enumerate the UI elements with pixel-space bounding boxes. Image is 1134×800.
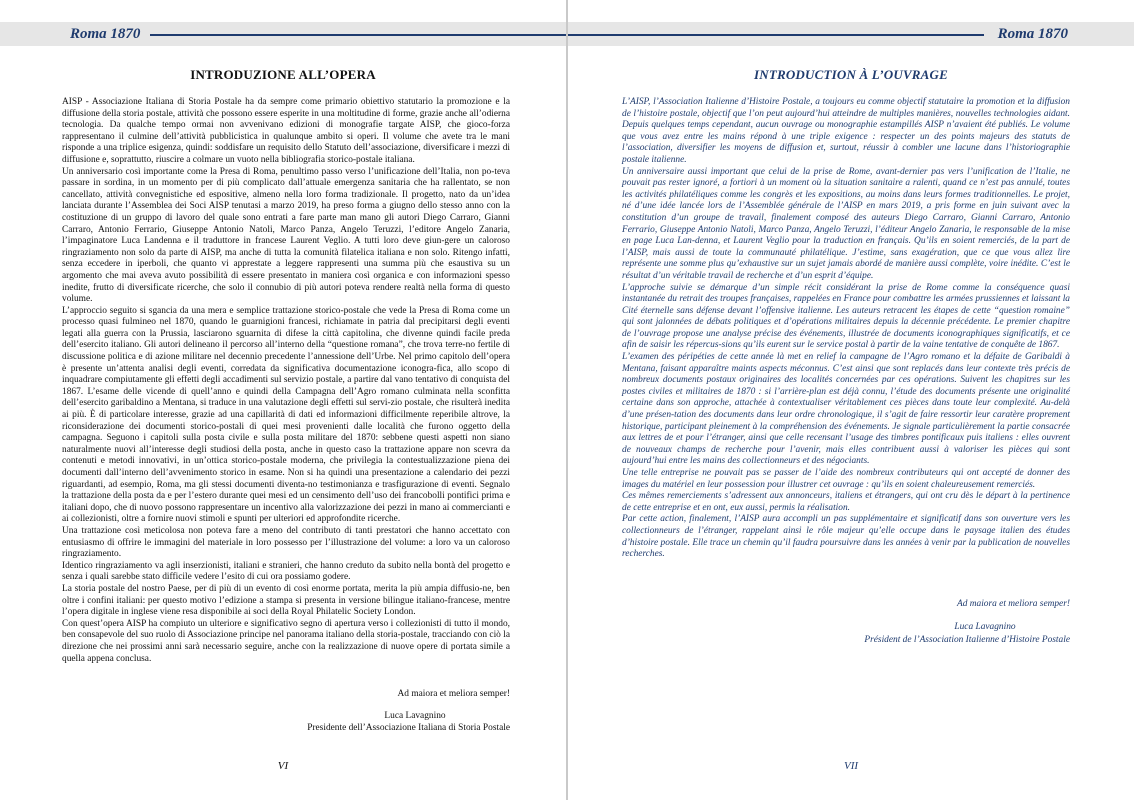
header-rule [150, 34, 566, 36]
paragraph: Une telle entreprise ne pouvait pas se passer de l’aide des nombreux contributeurs qui ont accepté de donner des images du matériel en leur possession pour illustrer cet ouvrage : qu’ils en soient chaleureusement remerciés. [622, 468, 1070, 490]
paragraph: Par cette action, finalement, l’AISP aura accompli un pas supplémentaire et significatif dans son ouverture vers les collectionneurs de l’étranger, rappelant ainsi le rôle majeur qu’elle occupe dans le paysage italien des études d’histoire postale. Elle trace un chemin qu’il faudra poursuivre dans les années à venir par la publication de nouvelles recherches. [622, 514, 1070, 560]
page-number: VII [843, 760, 859, 772]
header-rule [568, 34, 984, 36]
paragraph: Un anniversario così importante come la Presa di Roma, penultimo passo verso l’unificazione dell’Italia, non po-teva passare in sordina, in un momento per di più complicato dall’attuale emergenza sanitaria che ha rallentato, se non cancellato, attività convegnistiche ed espositive, almeno nella loro forma tradizionale. Il progetto, nato da un’idea lanciata durante l’Assemblea dei Soci AISP tenutasi a marzo 2019, ha preso forma a giugno dello stesso anno con la costituzione di un gruppo di lavoro del quale sono entrati a fare parte man mano gli autori Diego Carraro, Gianni Carraro, Antonio Ferrario, Giuseppe Antonio Natoli, Marco Panza, Angelo Teruzzi, l’editore Angelo Zanaria, l’impaginatore Luca Landenna e il traduttore in francese Laurent Veglio. A tutti loro deve giun-gere un caloroso ringraziamento non solo da parte di AISP, ma anche di tutta la comunità filatelica italiana e non solo. Ritengo infatti, senza eccedere in iperboli, che quanto vi apprestate a leggere rappresenti una summa più che esaustiva su un argomento che mai aveva avuto possibilità di essere presentato in maniera così organica e con informazioni spesso inedite, frutto di diversificate ricerche, che solo il connubio di più autori poteva rendere realtà nella forma di questo volume. [62, 166, 510, 305]
closing-motto: Ad maiora et meliora semper! [956, 599, 1070, 609]
paragraph: Con quest’opera AISP ha compiuto un ulteriore e significativo segno di apertura verso i collezionisti di tutto il mondo, ben consapevole del suo ruolo di Associazione principe nel panorama italiano della storia-postale, tracciando con ciò la direzione che nei prossimi anni sarà necessario seguire, anche con la realizzazione di nuove opere di portata simile a quella appena conclusa. [62, 618, 510, 664]
paragraph: Una trattazione così meticolosa non poteva fare a meno del contributo di tanti prestatori che hanno accettato con entusiasmo di offrire le immagini del materiale in loro possesso per l’illustrazione del volume: a loro va un caloroso ringraziamento. [62, 525, 510, 560]
body-text [62, 97, 510, 665]
body-text [622, 97, 1070, 561]
running-title: Roma 1870 [64, 25, 146, 43]
paragraph: L’examen des péripéties de cette année là met en relief la campagne de l’Agro romano et la défaite de Garibaldi à Mentana, faisant apparaître maints aspects méconnus. C’est ainsi que sont replacés dans leur contexte très précis de nombreux documents postaux originaires des localités concernées par ces opérations. Suivent les chapitres sur les postes civiles et militaires de 1870 : si l’arrière-plan est déjà connu, l’étude des documents présente une originalité certaine dans son approche, attachée à contextualiser véritablement ces pièces dans toute leur complexité. Au-delà d’une présen-tation des documents dans leur ordre chronologique, il s’agit de faire ressortir leur caratère proprement historique, participant pleinement à la compréhension des événements. Je signale particulièrement la partie consacrée aux lettres de et pour l’étranger, ainsi que celle recensant l’usage des timbres pontificaux puis italiens : elles ouvrent de nouveaux champs de recherche pour l’avenir, mais elles contribuent aussi à valoriser les pièces qui sont aujourd’hui entre les mains des collectionneurs et des négociants. [622, 352, 1070, 467]
paragraph: Ces mêmes remerciements s’adressent aux annonceurs, italiens et étrangers, qui ont cru dès le départ à la pertinence de cette entreprise et en ont, eux aussi, permis la réalisation. [622, 491, 1070, 513]
right-page [568, 0, 1134, 800]
paragraph: L’approche suivie se démarque d’un simple récit considérant la prise de Rome comme la conséquence quasi instantanée du retrait des troupes françaises, rappelées en France pour combattre les armées prussiennes et laissant la Cité éternelle sans défense devant l’offensive italienne. Les auteurs retracent les étapes de cette “question romaine” qui sont jalonnées de débats politiques et d’opérations militaires depuis la décennie précédente. Le premier chapitre de l’ouvrage propose une analyse précise des événements, illustrée de documents iconographiques significatifs, et ce afin de saisir les répercus-sions qu’ils eurent sur le service postal à partir de la vaine tentative de conquête de 1867. [622, 282, 1070, 351]
paragraph: Un anniversaire aussi important que celui de la prise de Rome, avant-dernier pas vers l’unification de l’Italie, ne pouvait pas rester ignoré, a fortiori à un moment où la situation sanitaire a ralenti, quand ce n’est pas annulé, toutes les activités philatéliques comme les congrès et les expositions, au moins dans leurs formes traditionnelles. Le projet, né d’une idée lancée lors de l’Assemblée générale de l’AISP en mars 2019, a pris forme en juin suivant avec la constitution d’un groupe de travail, finalement composé des auteurs Diego Carraro, Gianni Carraro, Antonio Ferrario, Giuseppe Antonio Natoli, Marco Panza, Angelo Teruzzi, l’éditeur Angelo Zanaria, le responsable de la mise en page Luca Lan-denna, et Laurent Veglio pour la traduction en français. Qu’ils en soient remerciés, de la part de l’AISP, mais aussi de toute la communauté philatélique. J’estime, sans exagération, que ce que vous allez lire représente une somme plus qu’exhaustive sur un sujet jamais abordé de manière aussi complète, voire inédite. C’est le résultat d’un véritable travail de recherche et d’un esprit d’équipe. [622, 166, 1070, 281]
paragraph: L’AISP, l’Association Italienne d’Histoire Postale, a toujours eu comme objectif statutaire la promotion et la diffusion de l’histoire postale, objectif que l’on peut aujourd’hui atteindre de multiples manières, nouvelles technologies aidant. Depuis quelques temps cependant, aucun ouvrage ou monographie estampillés AISP n’avaient été publiés. Le volume que vous avez entre les mains répond à une triple exigence : respecter un des points majeurs des statuts de l’association, diversifier les moyens de diffusion et, surtout, réussir à combler une lacune dans l’historiographie postale italienne. [622, 97, 1070, 165]
signature-name: Luca Lavagnino [954, 622, 1016, 632]
signature-role: Presidente dell’Associazione Italiana di Storia Postale [307, 723, 510, 733]
paragraph: L’approccio seguito si sgancia da una mera e semplice trattazione storico-postale che vede la Presa di Roma come un processo quasi fulmineo nel 1870, quando le guarnigioni francesi, richiamate in patria dal precipitarsi degli eventi legati alla guerra con la Prussia, lasciarono sguarnita di difese la città capitolina, che divenne quindi facile preda dell’esercito italiano. Gli autori delineano il percorso all’interno della “questione romana”, che trova terre-no fertile di discussione politica e di azione militare nel decennio precedente l’annessione dell’Urbe. Nel primo capitolo dell’opera è presente un’attenta analisi degli eventi, corredata da significativa documentazione iconogra-fica, allo scopo di inquadrare compiutamente gli effetti degli accadimenti sul servizio postale, a partire dal vano tentativo di conquista del 1867. L’esame delle vicende di quell’anno e quindi della Campagna dell’Agro romano culminata nella sconfitta dell’esercito garibaldino a Mentana, si traduce in una valutazione degli effetti sul servi-zio postale, che risulterà inedita ai più. È di particolare interesse, grazie ad una capillarità di dati ed informazioni difficilmente reperibile altrove, la riconsiderazione dei documenti storico-postali di quei mesi provenienti dalle località che furono oggetto della campagna. Seguono i capitoli sulla posta civile e sulla posta militare del 1870: sebbene questi aspetti non siano naturalmente nuovi all’interesse degli studiosi della posta, anche in questo caso la trattazione appare non scevra da contenuti e metodi innovativi, in un’ottica storico-postale moderna, che privilegia la contestualizzazione piena dei documenti dall’interno dell’avvenimento storico in esame. Non si ha quindi una presentazione a calendario dei pezzi riguardanti, ad esempio, Roma, ma gli stessi documenti diventa-no testimonianza e trasfigurazione di eventi. Segnalo la trattazione della posta da e per l’estero durante quei mesi ed un censimento dell’uso dei francobolli pontifici prima e italiani dopo, che di nuovo possono rappresentare un incentivo alla valorizzazione dei pezzi in mano ai commercianti e ai collezionisti, oltre a fornire nuovi stimoli e spunti per ulteriori ed approfondite ricerche. [62, 305, 510, 525]
page-number: VI [277, 760, 289, 772]
page-title: INTRODUCTION À L’OUVRAGE [753, 67, 949, 82]
running-title: Roma 1870 [992, 25, 1074, 43]
signature-name: Luca Lavagnino [384, 711, 446, 721]
paragraph: AISP - Associazione Italiana di Storia Postale ha da sempre come primario obiettivo statutario la promozione e la diffusione della storia postale, attività che possono essere esperite in una moltitudine di forme, grazie anche all’odierna tecnologia. Da qualche tempo ormai non avvenivano edizioni di monografie targate AISP, che gioco-forza rappresentano il culmine dell’attività pubblicistica in qualunque ambito si operi. Il volume che avete tra le mani risponde a una triplice esigenza, quindi: soddisfare un requisito dello Statuto dell’associazione, diversificare i mezzi di diffusione e, soprattutto, riuscire a colmare un vuoto nella bibliografia storico-postale italiana. [62, 97, 510, 165]
page-title: INTRODUZIONE ALL’OPERA [190, 67, 376, 82]
signature-role: Président de l’Association Italienne d’Histoire Postale [864, 635, 1070, 645]
paragraph: Identico ringraziamento va agli inserzionisti, italiani e stranieri, che hanno creduto da subito nella bontà del progetto e senza i quali sarebbe stato difficile vedere l’esito di cui ora possiamo godere. [62, 560, 510, 583]
left-page [0, 0, 566, 800]
paragraph: La storia postale del nostro Paese, per di più di un evento di così enorme portata, merita la più ampia diffusio-ne, ben oltre i confini italiani: per questo motivo l’edizione a stampa si presenta in versione bilingue italiano-francese, mentre l’opera digitale in inglese viene resa disponibile ai soci della Royal Philatelic Society London. [62, 583, 510, 618]
closing-motto: Ad maiora et meliora semper! [397, 689, 510, 699]
